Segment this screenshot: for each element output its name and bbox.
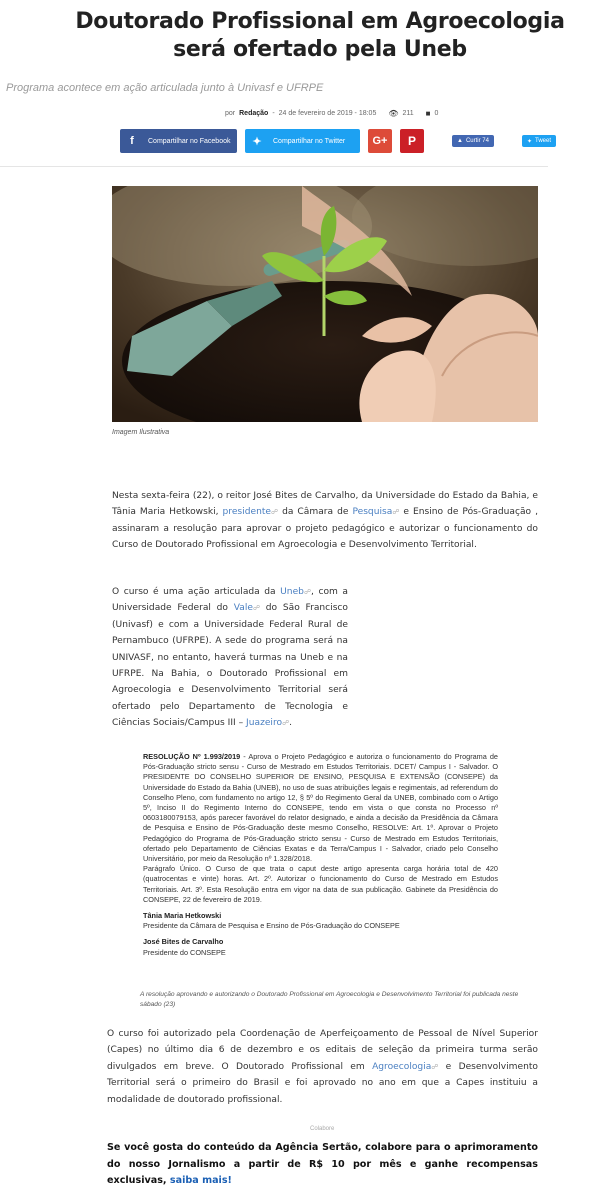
signature-1-role: Presidente da Câmara de Pesquisa e Ensino de Pós-Graduação do CONSEPE bbox=[143, 921, 400, 931]
paragraph-text: . bbox=[289, 718, 293, 729]
paragraph-text: e Desenvolvimento Territorial será o primeiro do Brasil e foi aprovado no ano em que a Capes instituiu a modalidade de doutorado profissional. bbox=[107, 1061, 539, 1105]
link-juazeiro[interactable]: Juazeiro bbox=[246, 718, 283, 729]
twitter-bird-icon: ✦ bbox=[526, 138, 532, 145]
eye-icon: 👁 bbox=[388, 109, 399, 118]
signature-2-name: José Bites de Carvalho bbox=[143, 937, 224, 947]
paragraph-3 bbox=[107, 1026, 538, 1108]
external-link-icon: ☍ bbox=[282, 719, 290, 728]
share-bar bbox=[120, 129, 556, 153]
support-callout bbox=[107, 1140, 538, 1190]
views-count: 211 bbox=[402, 110, 414, 117]
support-text: Se você gosta do conteúdo da Agência Sertão, colabore para o aprimoramento do nosso Jornalismo a partir de R$ 10 por mês e ganhe recompensas exclusivas, bbox=[107, 1142, 538, 1186]
external-link-icon: ☍ bbox=[252, 604, 261, 613]
share-facebook-label: Compartilhar no Facebook bbox=[148, 137, 231, 145]
twitter-icon: ✦ bbox=[252, 135, 262, 148]
signature-1-name: Tânia Maria Hetkowski bbox=[143, 911, 222, 921]
link-agroecologia[interactable]: Agroecologia bbox=[372, 1061, 432, 1072]
thumbs-up-icon: ▲ bbox=[457, 138, 463, 144]
link-vale[interactable]: Vale bbox=[233, 603, 253, 614]
signature-2 bbox=[143, 937, 503, 957]
saiba-mais-link[interactable]: saiba mais! bbox=[169, 1175, 232, 1186]
paragraph-text: do São Francisco (Univasf) e com a Universidade Federal Rural de Pernambuco (UFRPE). A sede do programa será na UNIVASF, no entanto, haverá turmas na Uneb e na UFRPE. Na Bahia, o Doutorado Profissional em Agroecologia e Desenvolvimento Territorial será ofertado pelo Departamento de Tecnologia e Ciências Sociais/Campus III – bbox=[112, 603, 348, 729]
resolution-heading: RESOLUÇÃO Nº 1.993/2019 bbox=[143, 752, 241, 761]
comment-icon[interactable]: ■ bbox=[425, 109, 431, 118]
paragraph-text: e Ensino de Pós-Graduação , assinaram a resolução para aprovar o projeto pedagógico e autorizar o funcionamento do Curso de Doutorado Profissional em Agroecologia e Desenvolvimento Territorial. bbox=[112, 507, 538, 551]
resolution-document-image bbox=[143, 752, 503, 984]
article-meta bbox=[225, 109, 438, 118]
paragraph-text: Nesta sexta-feira (22), o reitor José Bites de Carvalho, da Universidade do Estado da Bahia, e Tânia Maria Hetkowski, bbox=[112, 491, 538, 518]
signature-1 bbox=[143, 911, 503, 931]
divider bbox=[0, 166, 548, 167]
share-twitter-button[interactable] bbox=[245, 129, 360, 153]
paragraph-text: O curso é uma ação articulada da bbox=[112, 587, 281, 597]
facebook-icon: f bbox=[130, 135, 134, 147]
comments-count[interactable]: 0 bbox=[434, 110, 439, 117]
resolution-paragraph: Parágrafo Único. O Curso de que trata o caput deste artigo apresenta carga horária total de 420 (quatrocentas e vinte) horas. Art. 2º. Autorizar o funcionamento do Curso de Mestrado em Estudos Territoriais. Art. 3º. Esta Resolução entra em vigor na data de sua publicação. Gabinete da Presidência do CONSEPE, 22 de fevereiro de 2019. bbox=[143, 864, 498, 904]
paragraph-1 bbox=[112, 488, 538, 554]
resolution-body bbox=[143, 752, 498, 864]
share-pinterest-button[interactable]: P bbox=[400, 129, 424, 153]
image-caption: Imagem Ilustrativa bbox=[112, 429, 170, 436]
share-googleplus-button[interactable]: G+ bbox=[368, 129, 392, 153]
tweet-label: Tweet bbox=[535, 138, 552, 144]
share-facebook-button[interactable] bbox=[120, 129, 237, 153]
resolution-caption: A resolução aprovando e autorizando o Doutorado Profissional em Agroecologia e Desenvolvimento Territorial foi publicada neste sábado (23) bbox=[140, 991, 519, 1008]
link-pesquisa[interactable]: Pesquisa bbox=[352, 507, 393, 518]
share-twitter-label: Compartilhar no Twitter bbox=[273, 137, 346, 145]
collab-label: Colabore bbox=[310, 1126, 335, 1132]
link-uneb[interactable]: Uneb bbox=[280, 587, 304, 597]
external-link-icon: ☍ bbox=[392, 508, 400, 517]
paragraph-text: da Câmara de bbox=[278, 507, 353, 518]
signature-2-role: Presidente do CONSEPE bbox=[143, 947, 226, 957]
by-prefix: por bbox=[225, 110, 236, 117]
external-link-icon: ☍ bbox=[303, 588, 312, 596]
like-label: Curtir 74 bbox=[465, 138, 489, 144]
article-title: Doutorado Profissional em Agroecologia será ofertado pela Uneb bbox=[75, 9, 565, 62]
article-subtitle: Programa acontece em ação articulada junto à Univasf e UFRPE bbox=[6, 82, 324, 94]
facebook-like-button[interactable] bbox=[452, 135, 494, 147]
external-link-icon: ☍ bbox=[271, 508, 279, 517]
link-presidente[interactable]: presidente bbox=[222, 507, 271, 518]
paragraph-2 bbox=[112, 584, 348, 732]
meta-separator: - bbox=[272, 110, 275, 117]
external-link-icon: ☍ bbox=[431, 1062, 439, 1071]
resolution-text: - Aprova o Projeto Pedagógico e autoriza o funcionamento do Programa de Pós-Graduação stricto sensu - Curso de Mestrado em Estudos Territoriais. DCET/ Campus I - Salvador. O PRESIDENTE DO CONSELHO SUPERIOR DE ENSINO, PESQUISA E EXTENSÃO (CONSEPE) da Universidade do Estado da Bahia (UNEB), no uso de suas atribuições legais e regimentais, ad referendum do Conselho Pleno, com fundamento no artigo 12, § 5º do Regimento Geral da UNEB, combinado com o Artigo 5º, Inciso II do Regimento Interno do CONSEPE, tendo em vista o que consta no Processo nº 0603180079153, após parecer favorável do relator designado, e ainda a decisão da Presidência da Câmara de Pesquisa e Ensino de Pós-Graduação deste mesmo Conselho, RESOLVE: Art. 1º. Aprovar o Projeto Pedagógico do Programa de Pós-Graduação stricto sensu - Curso de Mestrado em Estudos Territoriais, ofertado pelo Departamento de Ciências Exatas e da Terra/Campus I - Salvador, criado pelo Conselho Universitário, por meio da Resolução nº 1.328/2018. bbox=[143, 752, 498, 864]
paragraph-text: , com a Universidade Federal do bbox=[112, 587, 348, 614]
paragraph-text: O curso foi autorizado pela Coordenação de Aperfeiçoamento de Pessoal de Nível Superior (Capes) no último dia 6 de dezembro e os editais de seleção da primeira turma serão divulgados em breve. O Doutorado Profissional em bbox=[107, 1029, 538, 1072]
post-date: 24 de fevereiro de 2019 - 18:05 bbox=[278, 110, 377, 117]
tweet-button[interactable] bbox=[522, 135, 556, 147]
article-image bbox=[112, 186, 538, 422]
author-link[interactable]: Redação bbox=[239, 110, 269, 117]
